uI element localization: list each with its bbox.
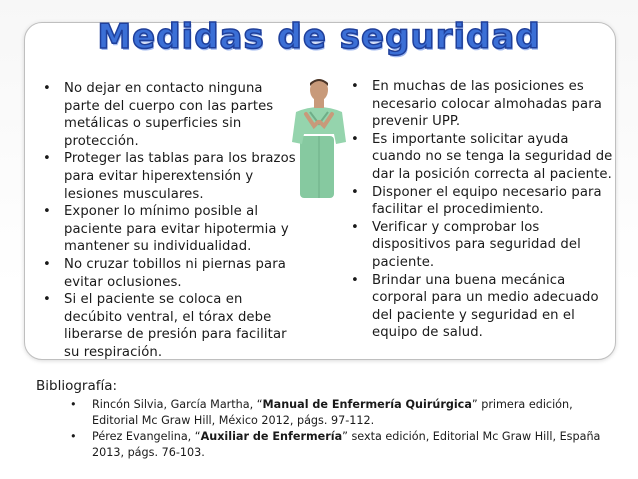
list-item — [40, 256, 302, 291]
bullet-icon: • — [43, 256, 51, 272]
list-item — [40, 150, 302, 203]
bibliography-entry — [70, 397, 610, 429]
bullet-icon: • — [70, 398, 77, 411]
bullet-text: Es importante solicitar ayuda cuando no se tenga la seguridad de dar la posición correcta al paciente. — [372, 131, 613, 182]
bullet-icon: • — [43, 292, 51, 308]
bullet-text: Si el paciente se coloca en decúbito ventral, el tórax debe liberarse de presión para facilitar su respiración. — [64, 292, 287, 360]
nurse-figure-image — [286, 78, 352, 200]
bullet-icon: • — [351, 184, 359, 200]
list-item — [40, 203, 302, 256]
bibliography-heading: Bibliografía: — [36, 378, 118, 394]
bullet-icon: • — [351, 219, 359, 235]
list-item — [348, 78, 614, 131]
bullet-text: No cruzar tobillos ni piernas para evitar oclusiones. — [64, 256, 286, 290]
bullet-icon: • — [351, 272, 359, 288]
bullet-text: Exponer lo mínimo posible al paciente para evitar hipotermia y mantener su individualidad. — [64, 204, 289, 255]
list-item — [348, 184, 614, 219]
bullet-icon: • — [43, 204, 51, 220]
bullet-icon: • — [43, 151, 51, 167]
right-bullet-list — [348, 78, 614, 342]
bullet-text: No dejar en contacto ninguna parte del cuerpo con las partes metálicas o superficies sin protección. — [64, 81, 274, 149]
entry-book-title: Manual de Enfermería Quirúrgica — [262, 398, 472, 411]
bullet-text: En muchas de las posiciones es necesario colocar almohadas para prevenir UPP. — [372, 79, 602, 130]
list-item — [40, 291, 302, 361]
bullet-icon: • — [70, 430, 77, 443]
left-bullet-list — [40, 80, 302, 362]
entry-authors: Pérez Evangelina, “ — [92, 430, 201, 443]
slide-title: Medidas de seguridad — [97, 17, 541, 57]
list-item — [40, 80, 302, 150]
entry-details: ” primera edición, Editorial Mc Graw Hill, México 2012, págs. 97-112. — [92, 398, 573, 427]
bibliography-entry — [70, 429, 610, 461]
bullet-text: Verificar y comprobar los dispositivos para seguridad del paciente. — [372, 219, 581, 270]
list-item — [348, 219, 614, 272]
bullet-text: Brindar una buena mecánica corporal para un medio adecuado del paciente y seguridad en el equipo de salud. — [372, 272, 599, 341]
entry-details: ” sexta edición, Editorial Mc Graw Hill, España 2013, págs. 76-103. — [92, 430, 601, 459]
bullet-text: Proteger las tablas para los brazos para evitar hiperextensión y lesiones musculares. — [64, 151, 296, 202]
bullet-icon: • — [43, 81, 51, 96]
entry-authors: Rincón Silvia, García Martha, “ — [92, 398, 263, 411]
bullet-icon: • — [351, 131, 359, 147]
entry-book-title: Auxiliar de Enfermería — [200, 430, 343, 443]
bullet-text: Disponer el equipo necesario para facilitar el procedimiento. — [372, 184, 602, 218]
bibliography-list — [70, 397, 610, 461]
list-item — [348, 131, 614, 184]
list-item — [348, 272, 614, 342]
bullet-icon: • — [351, 79, 359, 94]
